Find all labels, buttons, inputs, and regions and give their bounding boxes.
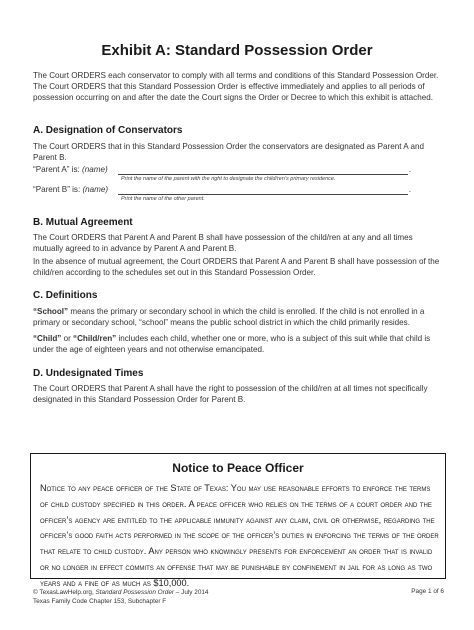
footer-line-2: Texas Family Code Chapter 153, Subchapter F [33,598,167,605]
parent-a-row-label [33,165,108,174]
notice-body: Notice to any peace officer of the State of Texas: You may use reasonable efforts to enforce the terms of child custody specified in this order. A peace officer who relies on the terms of a court order and the officer’s agency are entitled to the applicable immunity against any claim, civil or otherwise, regarding the officer’s good faith acts performed in the scope of the officer’s duties in enforcing the terms of the order that relate to child custody. Any person who knowingly presents for enforcement an order that is invalid or no longer in effect commits an offense that may be punishable by confinement in jail for as long as two years and a fine of as much as $10,000. [40,483,439,588]
section-b-heading: B. Mutual Agreement [33,217,133,228]
child-term: “Child” [33,334,62,343]
section-d-text: The Court ORDERS that Parent A shall have the right to possession of the child/ren at all times not specifically designated in this Standard Possession Order for Parent B. [33,384,428,404]
parent-b-placeholder: (name) [82,185,109,194]
section-c-heading: C. Definitions [33,290,98,301]
children-term: “Child/ren” [73,334,117,343]
school-term: “School” [33,307,69,316]
parent-b-hint: Print the name of the other parent. [121,196,205,202]
school-definition-text: means the primary or secondary school in which the child is enrolled. If the child is not enrolled in a primary or secondary school, “school” means the public school district in which the child primarily resides. [33,307,425,327]
parent-a-placeholder: (name) [82,165,108,174]
footer-doc-name: Standard Possession Order [95,589,175,596]
parent-a-field[interactable] [33,165,443,176]
section-a-text: The Court ORDERS that in this Standard Possession Order the conservators are designated as Parent A and Parent B. [33,142,424,162]
parent-a-label: “Parent A” is: [33,165,80,174]
document-title: Exhibit A: Standard Possession Order [101,42,373,59]
section-a-heading: A. Designation of Conservators [33,125,183,136]
notice-title: Notice to Peace Officer [172,461,304,475]
parent-b-label: “Parent B” is: [33,185,81,194]
parent-b-fill-line[interactable] [118,194,408,195]
footer-site: © TexasLawHelp.org, [33,589,96,596]
footer [33,588,208,606]
child-definition [33,333,443,355]
intro-paragraph: The Court ORDERS each conservator to comply with all terms and conditions of this Standard Possession Order. The Court ORDERS that this Standard Possession Order is effective immediately and applies to all periods of possession occurring on and after the date the Court signs the Order or Decree to which this exhibit is attached. [33,71,439,102]
footer-line-1 [33,588,208,597]
section-b-p2: In the absence of mutual agreement, the Court ORDERS that Parent A and Parent B shall have possession of the child/ren according to the schedules set out in this Standard Possession Order. [33,257,440,277]
child-definition-text: includes each child, whether one or more, who is a subject of this suit while that child is under the age of eighteen years and not otherwise emancipated. [33,334,431,354]
page-number: Page 1 of 6 [411,588,444,595]
footer-date: – July 2014 [174,589,209,596]
parent-a-period: . [408,165,411,174]
notice-box [30,453,446,588]
section-d-heading: D. Undesignated Times [33,368,144,379]
parent-b-field[interactable] [33,185,443,196]
parent-b-period: . [408,185,411,194]
section-b-p1: The Court ORDERS that Parent A and Parent B shall have possession of the child/ren at any and all times mutually agreed to in advance by Parent A and Parent B. [33,233,413,253]
parent-b-row-label [33,185,108,194]
parent-a-fill-line[interactable] [118,174,408,175]
parent-a-hint: Print the name of the parent with the right to designate the child/ren’s primary residence. [121,176,336,182]
child-or: or [61,334,74,343]
school-definition [33,306,443,328]
